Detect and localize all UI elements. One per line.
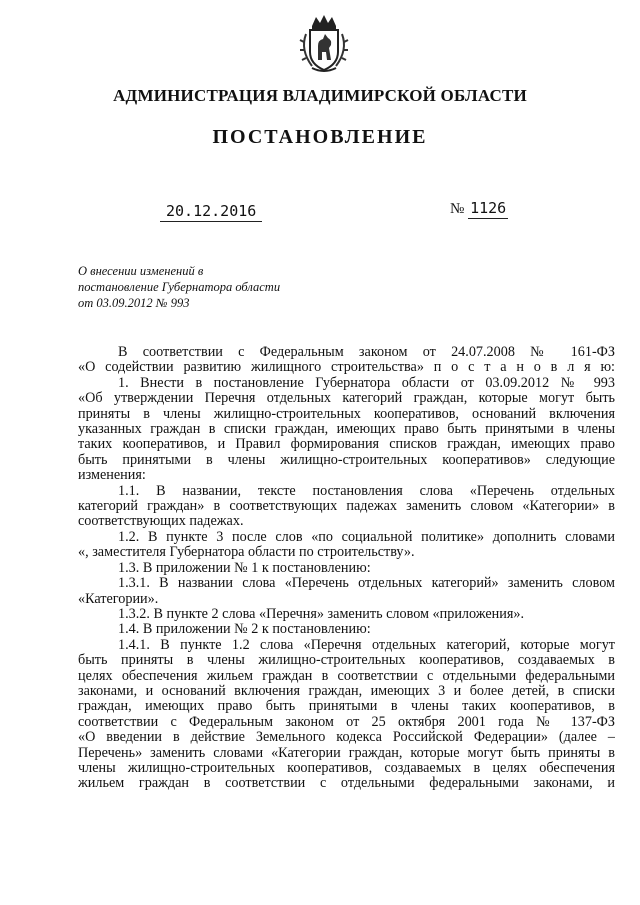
body-line: члены жилищно-строительных кооперативов, создаваемых в целях обеспечения xyxy=(78,760,615,776)
body-line: изменения: xyxy=(78,468,146,484)
subject-line: О внесении изменений в xyxy=(78,264,204,278)
body-line: 1.2. В пункте 3 после слов «по социальной политике» дополнить словами xyxy=(118,529,615,545)
body-line: 1.4.1. В пункте 1.2 слова «Перечня отдельных категорий, которые могут xyxy=(118,637,615,653)
body-line: категорий граждан» в соответствующих падежах заменить словом «Категории» в xyxy=(78,499,615,515)
body-line: целях обеспечения жильем граждан в соответствии с отдельными федеральными xyxy=(78,668,615,684)
body-line: «Категории». xyxy=(78,591,159,607)
document-body xyxy=(78,345,615,792)
body-line: «О введении в действие Земельного кодекса Российской Федерации» (далее – xyxy=(78,730,615,746)
number-value: 1126 xyxy=(470,199,507,217)
body-line: 1.3. В приложении № 1 к постановлению: xyxy=(118,560,371,576)
subject-line: от 03.09.2012 № 993 xyxy=(78,296,190,310)
body-line: 1.3.2. В пункте 2 слова «Перечня» заменить словом «приложения». xyxy=(118,606,524,622)
document-number xyxy=(450,199,508,218)
body-line: «, заместителя Губернатора области по строительству». xyxy=(78,545,415,561)
coat-of-arms-icon xyxy=(298,12,350,74)
body-line: Перечень» заменить словами «Категории граждан, которые могут быть приняты в xyxy=(78,745,615,761)
number-label: № xyxy=(450,201,465,217)
body-line: 1.4. В приложении № 2 к постановлению: xyxy=(118,622,371,638)
document-type-title: ПОСТАНОВЛЕНИЕ xyxy=(212,126,428,148)
body-line: быть приняты в члены жилищно-строительных кооперативов, создаваемых в xyxy=(78,653,615,669)
body-line: 1.1. В названии, тексте постановления слова «Перечень отдельных xyxy=(118,483,615,499)
body-line: соответствии с Федеральным законом от 25 октября 2001 года № 137-ФЗ xyxy=(78,714,615,730)
subject-line: постановление Губернатора области xyxy=(78,280,281,294)
body-line: указанных граждан в списки граждан, имеющих право быть принятыми в члены xyxy=(78,422,615,438)
body-line: 1.3.1. В названии слова «Перечень отдельных категорий» заменить словом xyxy=(118,576,615,592)
body-line: 1. Внести в постановление Губернатора области от 03.09.2012 № 993 xyxy=(118,375,615,391)
body-line: В соответствии с Федеральным законом от 24.07.2008 № 161-ФЗ xyxy=(118,345,615,360)
body-line: жильем граждан в соответствии с отдельными федеральными законами, и xyxy=(78,776,615,792)
document-date: 20.12.2016 xyxy=(160,202,262,222)
body-line: законами, и оснований включения граждан, имеющих 3 и более детей, в списки xyxy=(78,683,615,699)
organization-name: АДМИНИСТРАЦИЯ ВЛАДИМИРСКОЙ ОБЛАСТИ xyxy=(113,86,527,105)
body-line: быть принятыми в члены жилищно-строительных кооперативов» следующие xyxy=(78,452,615,468)
body-line: «О содействии развитию жилищного строительства» п о с т а н о в л я ю: xyxy=(78,360,615,376)
body-line: таких кооперативов, и Правил формирования списков граждан, имеющих право xyxy=(78,437,615,453)
body-line: граждан, имеющих право быть принятыми в члены таких кооперативов, в xyxy=(78,699,615,715)
body-line: соответствующих падежах. xyxy=(78,514,244,530)
body-line: приняты в члены жилищно-строительных кооперативов, оснований включения xyxy=(78,406,615,422)
document-subject xyxy=(78,263,318,311)
body-line: «Об утверждении Перечня отдельных категорий граждан, которые могут быть xyxy=(78,391,615,407)
